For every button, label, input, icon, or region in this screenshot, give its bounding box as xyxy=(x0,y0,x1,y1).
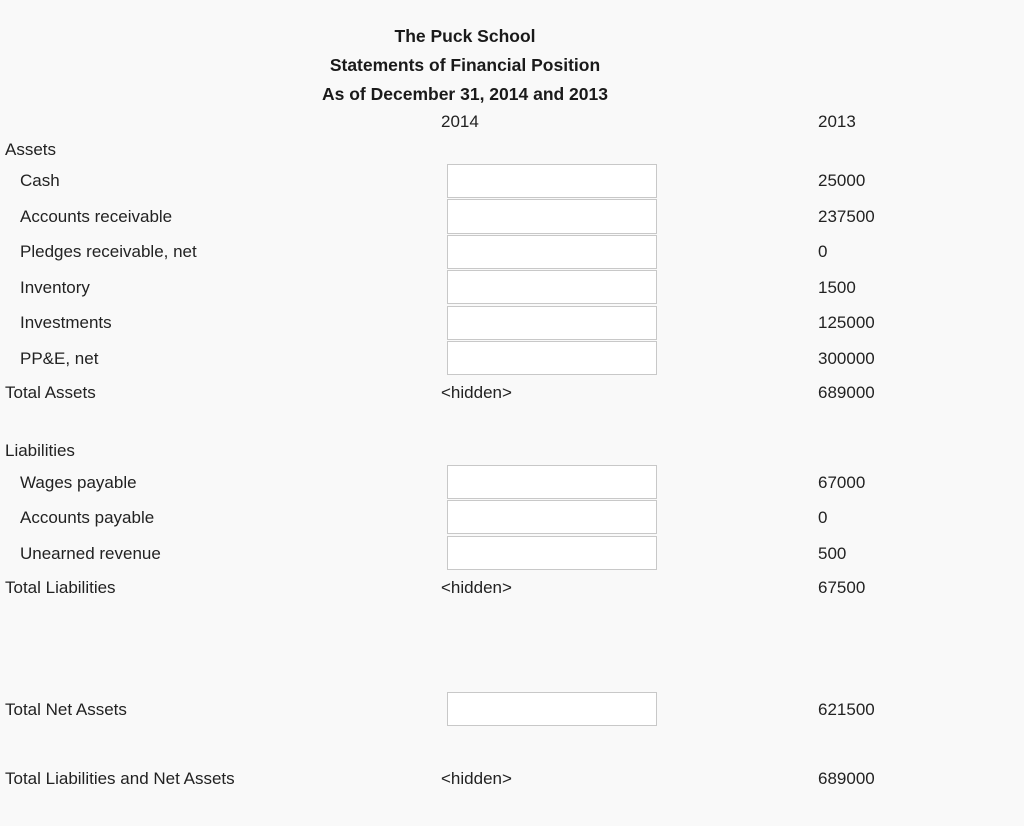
total-assets-2014-value: <hidden> xyxy=(441,383,512,402)
asset-label-ppe: PP&E, net xyxy=(20,349,99,368)
column-header-2013: 2013 xyxy=(818,112,856,131)
inventory-2014-input[interactable] xyxy=(447,270,657,304)
wages-payable-2014-input[interactable] xyxy=(447,465,657,499)
accounts-payable-2013-value: 0 xyxy=(818,508,828,527)
pledges-receivable-2014-input[interactable] xyxy=(447,235,657,269)
liability-label-wages-payable: Wages payable xyxy=(20,473,137,492)
total-assets-label: Total Assets xyxy=(5,383,96,402)
liabilities-heading: Liabilities xyxy=(5,441,75,460)
total-liabilities-2013-value: 67500 xyxy=(818,578,866,597)
asset-label-accounts-receivable: Accounts receivable xyxy=(20,207,173,226)
accounts-receivable-2013-value: 237500 xyxy=(818,207,875,226)
unearned-revenue-2013-value: 500 xyxy=(818,544,847,563)
liability-label-unearned-revenue: Unearned revenue xyxy=(20,544,161,563)
assets-heading: Assets xyxy=(5,140,57,159)
liability-label-accounts-payable: Accounts payable xyxy=(20,508,155,527)
column-header-2014: 2014 xyxy=(441,112,479,131)
total-liabilities-net-assets-2014-value: <hidden> xyxy=(441,769,512,788)
ppe-2013-value: 300000 xyxy=(818,349,875,368)
total-liabilities-2014-value: <hidden> xyxy=(441,578,512,597)
pledges-receivable-2013-value: 0 xyxy=(818,242,828,261)
cash-2013-value: 25000 xyxy=(818,171,866,190)
total-net-assets-2014-input[interactable] xyxy=(447,692,657,726)
investments-2013-value: 125000 xyxy=(818,313,875,332)
total-liabilities-label: Total Liabilities xyxy=(5,578,116,597)
wages-payable-2013-value: 67000 xyxy=(818,473,866,492)
accounts-receivable-2014-input[interactable] xyxy=(447,199,657,234)
asset-label-cash: Cash xyxy=(20,171,60,190)
inventory-2013-value: 1500 xyxy=(818,278,856,297)
cash-2014-input[interactable] xyxy=(447,164,657,198)
total-net-assets-label: Total Net Assets xyxy=(5,700,127,719)
unearned-revenue-2014-input[interactable] xyxy=(447,536,657,570)
total-liabilities-net-assets-label: Total Liabilities and Net Assets xyxy=(5,769,235,788)
statement-title: Statements of Financial Position xyxy=(329,55,601,75)
asset-label-inventory: Inventory xyxy=(20,278,90,297)
accounts-payable-2014-input[interactable] xyxy=(447,500,657,534)
ppe-2014-input[interactable] xyxy=(447,341,657,375)
org-name: The Puck School xyxy=(394,26,536,46)
total-liabilities-net-assets-2013-value: 689000 xyxy=(818,769,875,788)
investments-2014-input[interactable] xyxy=(447,306,657,340)
total-net-assets-2013-value: 621500 xyxy=(818,700,875,719)
asset-label-pledges-receivable: Pledges receivable, net xyxy=(20,242,197,261)
total-assets-2013-value: 689000 xyxy=(818,383,875,402)
statement-date: As of December 31, 2014 and 2013 xyxy=(322,84,608,104)
asset-label-investments: Investments xyxy=(20,313,112,332)
